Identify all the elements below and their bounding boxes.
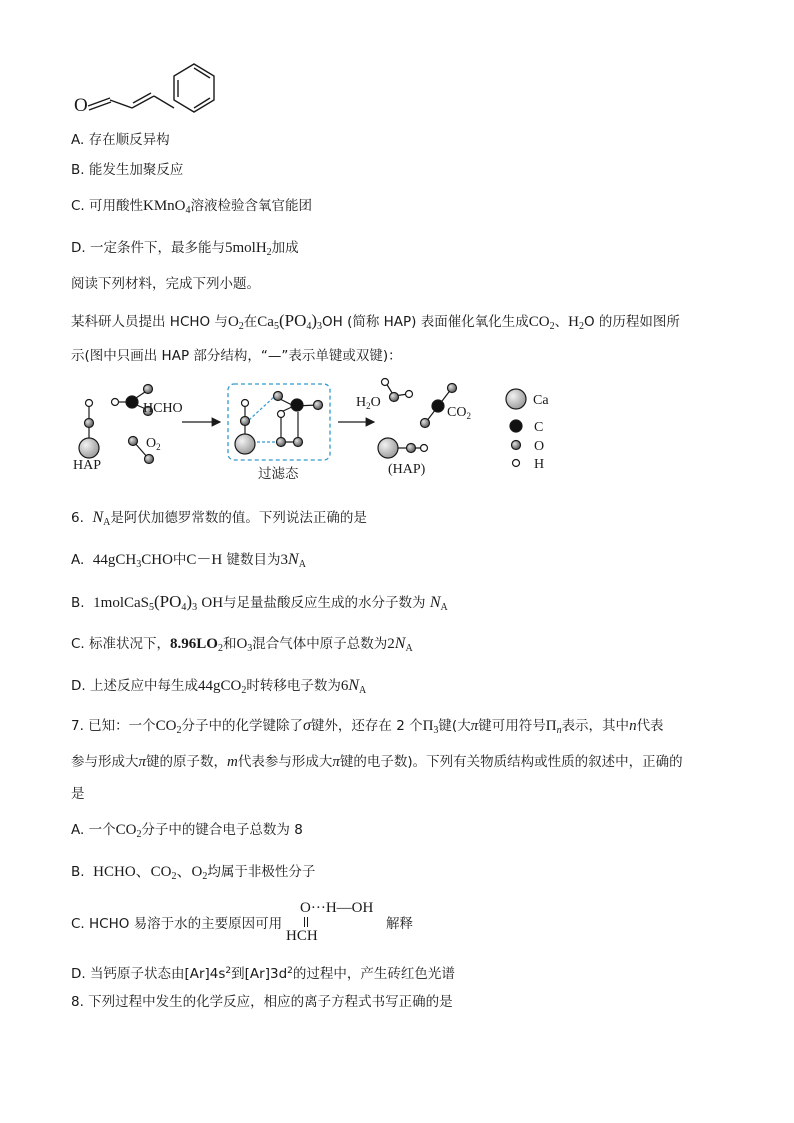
q6-option-c: C. 标准状况下，$8.96LO_2$和$O_3$混合气体中原子总数为$2N_A$ (71, 635, 413, 654)
q5-c-sub: 4 (185, 205, 191, 216)
material-text-e: O 的历程如图所 (583, 314, 680, 330)
q7-l2-b: 键的原子数， (146, 754, 228, 770)
q6-option-a: A. 44gCH$_3$CHO中C－H 键数目为$3N_A$ (71, 551, 306, 570)
material-co2: CO (528, 314, 550, 330)
q7-l2-m: m (227, 754, 238, 770)
material-line-2: 示(图中只画出 HAP 部分结构，“—”表示单键或双键)： (71, 348, 402, 364)
q6-a-chem: 44gCH (92, 552, 137, 568)
q7-l1-pi2: π (470, 718, 479, 734)
q6-d-chem: 44gCO (197, 678, 242, 694)
h2o-molecule (382, 379, 413, 402)
material-ca: Ca (257, 314, 274, 330)
q7-option-a: A. 一个$CO_2$分子中的键合电子总数为 8 (71, 822, 303, 840)
q6-option-d: D. 上述反应中每生成44gCO$_2$时转移电子数为$6N_A$ (71, 677, 367, 696)
q6-d-pre: D. 上述反应中每生成 (71, 678, 198, 694)
legend-o: O (534, 439, 545, 454)
q7-b-chem: HCHO、CO (93, 864, 172, 880)
q5-c-post: 溶液检验含氧官能团 (190, 198, 313, 214)
q6-d-num: 6 (340, 678, 349, 694)
q5-c-chem: KMnO (143, 198, 186, 214)
hbond-double-bond (304, 917, 308, 927)
q7-option-b: B. HCHO、$CO_2$、$O_2$均属于非极性分子 (71, 864, 316, 882)
q7-l1-c: 键外，还存在 2 个 (310, 718, 423, 734)
q7-l2-c: 代表参与形成大 (237, 754, 333, 770)
q6-c-pre: C. 标准状况下， (71, 636, 171, 652)
co2-label: $CO_2$ (447, 405, 471, 421)
q7-l1-a: 7. 已知：一个 (71, 718, 156, 734)
hap-right-label: (HAP) (388, 462, 426, 477)
material-h2o: H (568, 314, 579, 330)
material-line-1: 某科研人员提出 HCHO 与$O_2$在$Ca_5(PO_4)_3OH$ (简称 HAP) 表面催化氧化生成$CO_2$、$H_2O$ 的历程如图所 (71, 311, 680, 332)
hbond-bottom: HCH (286, 928, 318, 944)
q5-d-post: 加成 (271, 240, 299, 256)
q6-na: N (92, 509, 104, 526)
cinnamaldehyde-structure (70, 62, 230, 118)
h2o-label: $H_2O$ (356, 395, 381, 411)
q7-b-pre: B. (71, 864, 85, 880)
q6-b-chem: 1molCaS (93, 595, 149, 611)
q7-l2-a: 参与形成大 (71, 754, 139, 770)
hydrogen-bond-structure (286, 900, 386, 946)
material-text-a: 某科研人员提出 HCHO 与 (71, 314, 228, 330)
q7-a-post: 分子中的键合电子总数为 8 (141, 822, 303, 838)
q7-l1-e: 键可用符号 (478, 718, 546, 734)
hap-left-label: HAP (73, 458, 102, 473)
q7-stem-line-2: 参与形成大π键的原子数，m代表参与形成大π键的电子数)。下列有关物质结构或性质的叙述中，正确的 (71, 754, 683, 770)
hbond-top: O···H—OH (300, 900, 374, 916)
q7-l1-co2: CO (155, 718, 177, 734)
q7-b-mid: 、O (176, 864, 203, 880)
q6-b-label: B. (71, 595, 85, 611)
oxygen-atom-label: O (74, 95, 88, 116)
q6-b-chem2: OH (201, 595, 224, 611)
q6-c-num: 2 (387, 636, 395, 652)
q6-c-val: 8.96LO (170, 636, 218, 652)
q6-c-mid: 和 (222, 636, 237, 652)
q7-l1-f: 表示，其中 (561, 718, 630, 734)
q7-l1-n: n (629, 718, 637, 734)
hap-right-molecule (378, 438, 428, 458)
hap-left-molecule (79, 400, 99, 459)
q7-c-post: 解释 (386, 916, 413, 932)
q7-l1-pi: Π (422, 718, 434, 734)
q5-d-chem: 5molH (224, 240, 267, 256)
q7-d-mid: 到[Ar]3d (231, 966, 288, 982)
q6-c-o3: O (236, 636, 248, 652)
q6-b-post: 与足量盐酸反应生成的水分子数为 (223, 595, 426, 611)
q7-stem-line-1: 7. 已知：一个$CO_2$分子中的化学键除了σ键外，还存在 2 个$\Pi_3$键(大π键可用符号$\Pi_n$表示，其中n代表 (71, 717, 664, 736)
legend-h: H (534, 457, 545, 472)
hcho-label: HCHO (143, 401, 183, 416)
q6-a-bond: C－H (186, 552, 223, 568)
material-text-d: 、 (554, 314, 569, 330)
q5-option-a: A. 存在顺反异构 (71, 132, 170, 148)
transition-state-molecule (235, 392, 323, 455)
material-text-c: OH (简称 HAP) 表面催化氧化生成 (322, 314, 529, 330)
reading-instruction: 阅读下列材料，完成下列小题。 (71, 276, 260, 292)
q7-l1-sigma: σ (303, 717, 311, 734)
reaction-mechanism-diagram (68, 372, 568, 484)
q6-d-post: 时转移电子数为 (246, 678, 341, 694)
material-text-b: 在 (243, 314, 258, 330)
q6-a-val: 3 (280, 552, 289, 568)
q5-c-pre: C. 可用酸性 (71, 198, 144, 214)
q5-option-c (71, 196, 312, 221)
legend-ca: Ca (533, 393, 549, 408)
q6-a-chem2: CHO (141, 552, 173, 568)
q5-option-d (71, 238, 299, 263)
atom-legend (506, 389, 526, 467)
q6-c-post: 混合气体中原子总数为 (252, 636, 388, 652)
q5-d-sub: 2 (266, 247, 272, 258)
q6-stem-text: 是阿伏加德罗常数的值。下列说法正确的是 (110, 510, 367, 526)
material-o2: O (227, 314, 239, 330)
q6-a-post: 键数目为 (226, 552, 281, 568)
q5-option-b: B. 能发生加聚反应 (71, 162, 184, 178)
q6-option-b: B. $1molCaS_5(PO_4)_3$ OH与足量盐酸反应生成的水分子数为 $N_A$ (71, 592, 448, 613)
q6-a-label: A. (71, 552, 85, 568)
q7-d-post: 的过程中，产生砖红色光谱 (292, 966, 455, 982)
q7-l1-b: 分子中的化学键除了 (181, 718, 304, 734)
q7-c-pre: C. HCHO 易溶于水的主要原因可用 (71, 916, 283, 932)
q7-option-d: D. 当钙原子状态由$[Ar]4s^2$到$[Ar]3d^2$的过程中，产生砖红色光谱 (71, 966, 455, 982)
q7-l1-d: 键(大 (438, 718, 471, 734)
q6-stem: 6. $N_A$是阿伏加德罗常数的值。下列说法正确的是 (71, 509, 367, 528)
q7-l1-g: 代表 (636, 718, 664, 734)
q7-stem-line-3: 是 (71, 786, 85, 802)
transition-state-label: 过滤态 (258, 466, 299, 482)
q6-a-mid: 中 (172, 552, 187, 568)
o2-label: $O_2$ (146, 436, 161, 452)
q7-option-c (71, 914, 282, 934)
q7-b-post: 均属于非极性分子 (207, 864, 316, 880)
q7-l2-d: 键的电子数)。下列有关物质结构或性质的叙述中，正确的 (339, 754, 683, 770)
q7-d-pre: D. 当钙原子状态由[Ar]4s (71, 966, 226, 982)
q7-a-pre: A. 一个 (71, 822, 116, 838)
q5-d-pre: D. 一定条件下，最多能与 (71, 240, 225, 256)
legend-c: C (534, 420, 544, 435)
q6-number: 6. (71, 510, 84, 526)
q8-stem: 8. 下列过程中发生的化学反应，相应的离子方程式书写正确的是 (71, 994, 453, 1010)
